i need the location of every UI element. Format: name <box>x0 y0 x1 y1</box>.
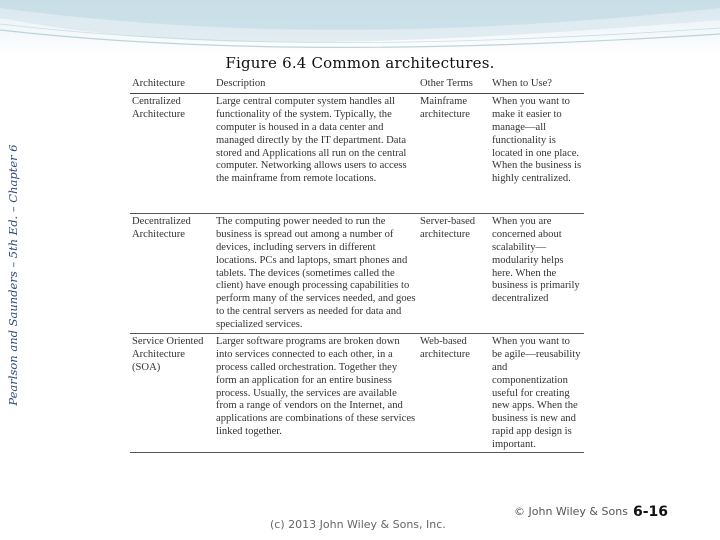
header-other-terms: Other Terms <box>418 78 490 93</box>
cell-other-terms: Mainframe architecture <box>420 95 470 120</box>
table-row <box>130 213 584 333</box>
cell-when-to-use: When you want to be agile—reusability and componentization useful for creating new apps. When the business is new and rapid app design is important. <box>490 333 584 452</box>
table-row <box>130 333 584 452</box>
cell-other-terms: Server-based architecture <box>418 213 490 333</box>
cell-description: The computing power needed to run the business is spread out among a number of devices, including servers in different locations. PCs and laptops, smart phones and tablets. The devices (sometimes called the client) have enough processing capabilities to perform many of the services needed, and goes to the central servers as needed for data and specialized services. <box>214 213 418 333</box>
cell-description: Large central computer system handles all functionality of the system. Typically, the computer is housed in a data center and managed directly by the IT department. Data stored and Applications all run on the central computer. Networking allows users to access the mainframe from remote locations. <box>216 95 407 185</box>
header-when-to-use: When to Use? <box>490 78 584 93</box>
side-label-text: Pearlson and Saunders – 5th Ed. – Chapter 6 <box>6 144 20 406</box>
table-row <box>130 93 584 213</box>
header-architecture: Architecture <box>130 78 214 93</box>
header-decoration <box>0 0 720 55</box>
cell-when-to-use: When you are concerned about scalability—modularity helps here. When the business is primarily decentralized <box>490 213 584 333</box>
architectures-table <box>130 78 584 453</box>
header-swoosh-graphic <box>0 0 720 55</box>
figure-title: Figure 6.4 Common architectures. <box>225 54 495 72</box>
page-number: 6-16 <box>633 504 669 520</box>
footer-copyright: © John Wiley & Sons <box>514 505 628 518</box>
footer-publisher-text: (c) 2013 John Wiley & Sons, Inc. <box>270 518 446 531</box>
header-description: Description <box>214 78 418 93</box>
cell-description: Larger software programs are broken down into services connected to each other, in a process called orchestration. Together they form an application for an entire business process. Usually, the services are available from a range of vendors on the Internet, and applications are combinations of these services linked together. <box>214 333 418 452</box>
table-header-row <box>130 78 584 93</box>
cell-architecture: Service Oriented Architecture (SOA) <box>130 333 214 452</box>
cell-when-to-use: When you want to make it easier to manage—all functionality is located in one place. When the business is highly centralized. <box>492 95 582 185</box>
cell-architecture: Centralized Architecture <box>132 95 185 120</box>
cell-architecture: Decentralized Architecture <box>130 213 214 333</box>
side-chapter-label <box>2 140 24 410</box>
cell-other-terms: Web-based architecture <box>418 333 490 452</box>
